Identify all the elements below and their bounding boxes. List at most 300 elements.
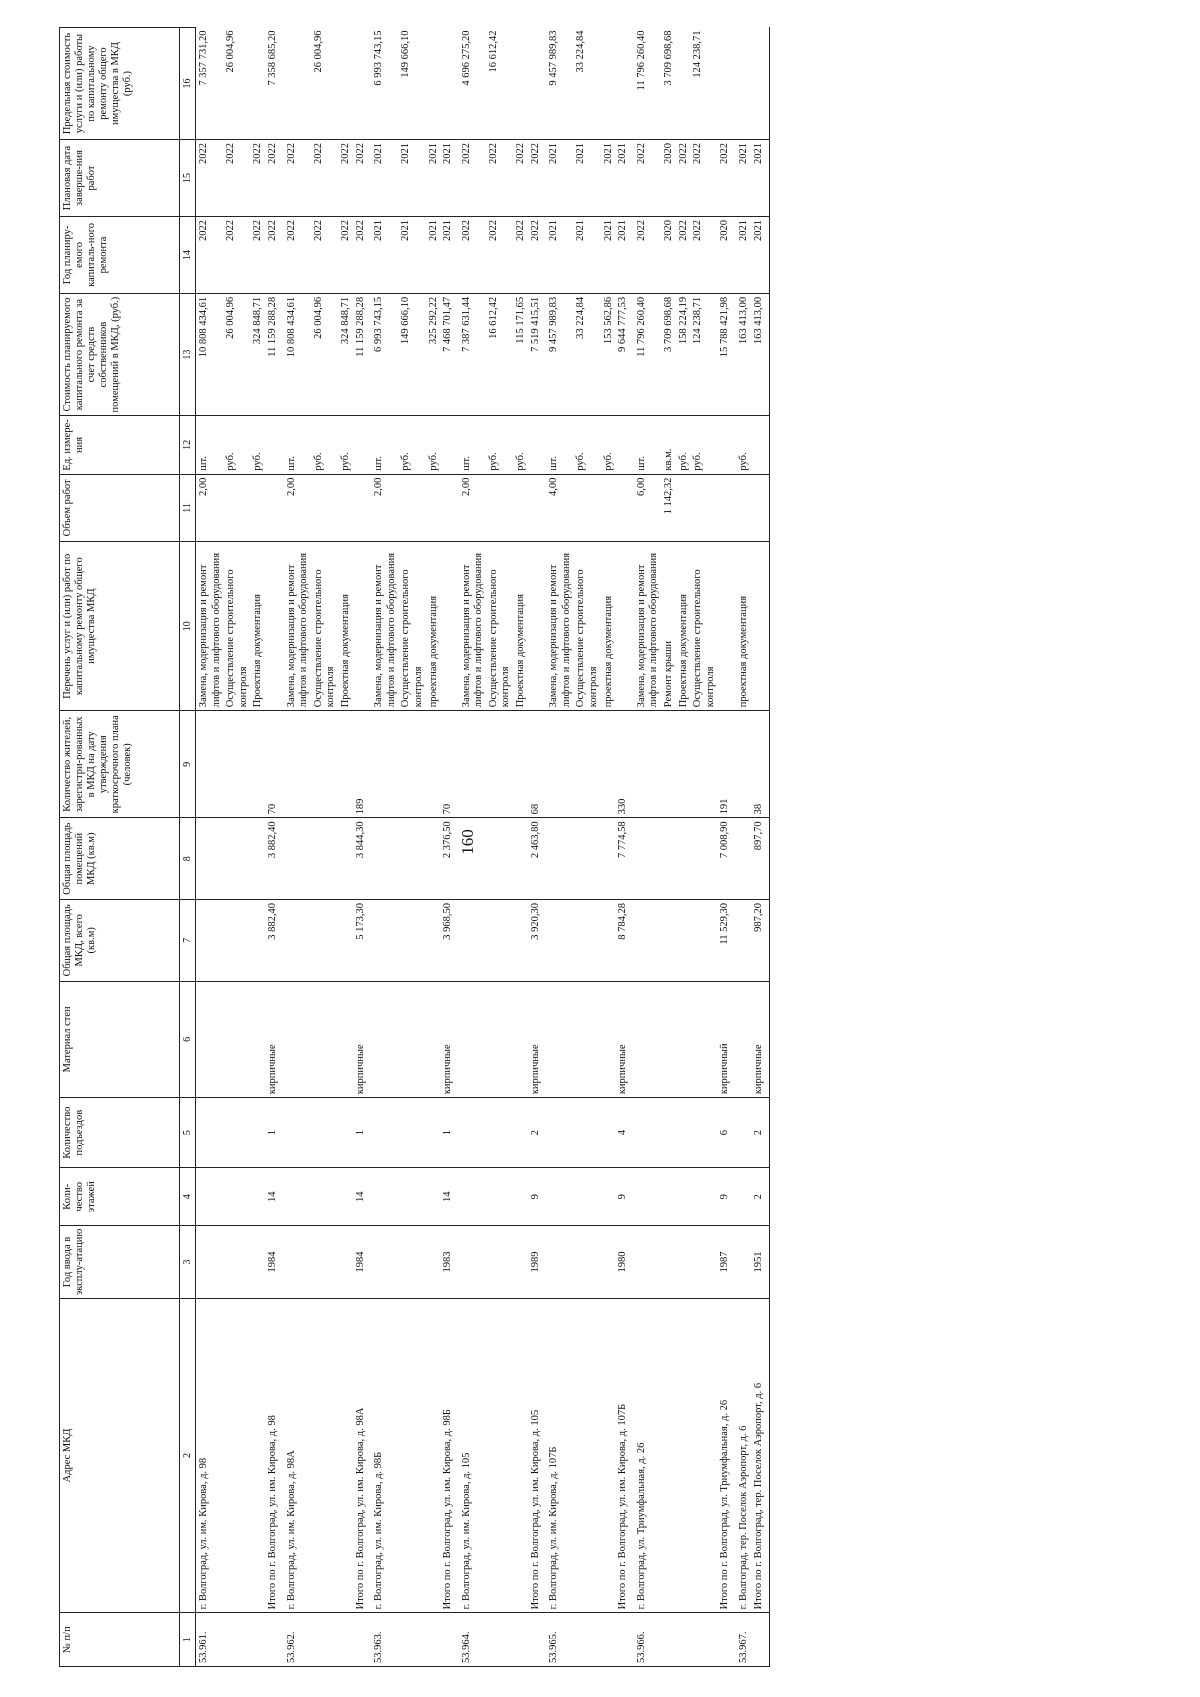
table-bottom-cell: [770, 1613, 771, 1667]
column-number: 4: [180, 1168, 196, 1226]
max-cost-cell: 6 993 743,15: [371, 28, 399, 140]
unit-cell: руб.: [691, 416, 718, 474]
header-cell: Перечень услуг и (или) работ по капитальному ремонту общего имущества МКД: [60, 542, 180, 711]
repair-year-cell: 2021: [574, 216, 601, 293]
work-type-cell: Ремонт крыши: [662, 542, 677, 711]
row-number: [718, 1613, 736, 1667]
work-type-cell: [441, 542, 459, 711]
work-type-cell: Замена, модернизация и ремонт лифтов и лифтового оборудования: [546, 542, 574, 711]
residents-cell: [602, 711, 617, 818]
table-row: [677, 28, 692, 1667]
total-area-cell: 8 784,28: [616, 900, 634, 982]
premises-area-cell: [574, 818, 601, 900]
total-area-cell: [284, 900, 312, 982]
total-area-cell: [602, 900, 617, 982]
entrances-cell: [251, 1098, 266, 1168]
year-built-cell: [196, 1226, 225, 1298]
cost-cell: 26 004,96: [312, 293, 339, 415]
table-row: [546, 28, 574, 1667]
unit-cell: руб.: [574, 416, 601, 474]
table-bottom-cell: [770, 1168, 771, 1226]
work-volume-cell: [677, 474, 692, 542]
address-cell: [399, 1298, 426, 1613]
year-built-cell: 1983: [441, 1226, 459, 1298]
work-type-cell: Замена, модернизация и ремонт лифтов и лифтового оборудования: [284, 542, 312, 711]
wall-material-cell: [339, 981, 354, 1098]
address-cell: г. Волгоград, ул. им. Кирова, д. 98Б: [371, 1298, 399, 1613]
completion-date-cell: 2021: [752, 140, 770, 217]
max-cost-cell: 26 004,96: [312, 28, 339, 140]
premises-area-cell: [662, 818, 677, 900]
floors-cell: [284, 1168, 312, 1226]
completion-date-cell: 2022: [284, 140, 312, 217]
table-bottom-cell: [770, 542, 771, 711]
premises-area-cell: [487, 818, 514, 900]
row-number: 53.964.: [459, 1613, 487, 1667]
work-type-cell: Проектная документация: [339, 542, 354, 711]
floors-cell: 9: [718, 1168, 736, 1226]
row-number: [251, 1613, 266, 1667]
address-cell: [224, 1298, 251, 1613]
wall-material-cell: [487, 981, 514, 1098]
work-type-cell: Проектная документация: [514, 542, 529, 711]
completion-date-cell: 2022: [514, 140, 529, 217]
address-cell: Итого по г. Волгоград, ул. им. Кирова, д. 98Б: [441, 1298, 459, 1613]
wall-material-cell: [546, 981, 574, 1098]
repair-year-cell: 2022: [354, 216, 372, 293]
residents-cell: [399, 711, 426, 818]
unit-cell: шт.: [634, 416, 662, 474]
work-volume-cell: 2,00: [284, 474, 312, 542]
work-type-cell: [266, 542, 284, 711]
table-row: [662, 28, 677, 1667]
table-row: [602, 28, 617, 1667]
cost-cell: 7 387 631,44: [459, 293, 487, 415]
premises-area-cell: [427, 818, 442, 900]
header-cell: Количество жителей, зарегистри-рованных в МКД на дату утверждения краткосрочного плана (человек): [60, 711, 180, 818]
column-number: 15: [180, 140, 196, 217]
floors-cell: [546, 1168, 574, 1226]
table-bottom-cell: [770, 416, 771, 474]
repair-year-cell: 2021: [399, 216, 426, 293]
repair-year-cell: 2022: [196, 216, 225, 293]
total-area-cell: [736, 900, 752, 982]
table-row: [427, 28, 442, 1667]
cost-cell: 15 788 421,98: [718, 293, 736, 415]
residents-cell: 38: [752, 711, 770, 818]
wall-material-cell: [691, 981, 718, 1098]
total-row: [752, 28, 770, 1667]
column-number: 5: [180, 1098, 196, 1168]
wall-material-cell: [399, 981, 426, 1098]
max-cost-cell: 7 358 685,20: [266, 28, 284, 140]
premises-area-cell: 3 882,40: [266, 818, 284, 900]
year-built-cell: [427, 1226, 442, 1298]
max-cost-cell: [602, 28, 617, 140]
year-built-cell: 1989: [529, 1226, 547, 1298]
table-row: [514, 28, 529, 1667]
unit-cell: руб.: [251, 416, 266, 474]
unit-cell: [529, 416, 547, 474]
total-row: [441, 28, 459, 1667]
column-number: 12: [180, 416, 196, 474]
repair-year-cell: 2022: [312, 216, 339, 293]
work-type-cell: [616, 542, 634, 711]
max-cost-cell: 124 238,71: [691, 28, 718, 140]
address-cell: Итого по г. Волгоград, ул. им. Кирова, д. 107Б: [616, 1298, 634, 1613]
table-row: [736, 28, 752, 1667]
table-bottom-cell: [770, 140, 771, 217]
total-area-cell: [251, 900, 266, 982]
year-built-cell: 1987: [718, 1226, 736, 1298]
year-built-cell: [399, 1226, 426, 1298]
address-cell: г. Волгоград, ул. им. Кирова, д. 98А: [284, 1298, 312, 1613]
total-area-cell: [662, 900, 677, 982]
total-area-cell: [224, 900, 251, 982]
total-area-cell: [399, 900, 426, 982]
residents-cell: [224, 711, 251, 818]
total-row: [354, 28, 372, 1667]
address-cell: Итого по г. Волгоград, ул. им. Кирова, д. 105: [529, 1298, 547, 1613]
max-cost-cell: [529, 28, 547, 140]
max-cost-cell: 26 004,96: [224, 28, 251, 140]
work-type-cell: Замена, модернизация и ремонт лифтов и лифтового оборудования: [459, 542, 487, 711]
total-area-cell: 11 529,30: [718, 900, 736, 982]
header-cell: Коли-чество этажей: [60, 1168, 180, 1226]
premises-area-cell: [634, 818, 662, 900]
unit-cell: шт.: [459, 416, 487, 474]
work-volume-cell: [718, 474, 736, 542]
floors-cell: [736, 1168, 752, 1226]
residents-cell: [487, 711, 514, 818]
column-number: 7: [180, 900, 196, 982]
completion-date-cell: 2022: [634, 140, 662, 217]
work-type-cell: Осуществление строительного контроля: [224, 542, 251, 711]
work-type-cell: Замена, модернизация и ремонт лифтов и лифтового оборудования: [196, 542, 225, 711]
row-number: [224, 1613, 251, 1667]
floors-cell: [514, 1168, 529, 1226]
max-cost-cell: [752, 28, 770, 140]
repair-year-cell: 2020: [718, 216, 736, 293]
unit-cell: [718, 416, 736, 474]
floors-cell: 2: [752, 1168, 770, 1226]
max-cost-cell: [736, 28, 752, 140]
repair-year-cell: 2022: [459, 216, 487, 293]
work-volume-cell: [487, 474, 514, 542]
row-number: [574, 1613, 601, 1667]
year-built-cell: [371, 1226, 399, 1298]
cost-cell: 10 808 434,61: [196, 293, 225, 415]
work-volume-cell: 4,00: [546, 474, 574, 542]
repair-year-cell: 2022: [487, 216, 514, 293]
premises-area-cell: [251, 818, 266, 900]
max-cost-cell: 7 357 731,20: [196, 28, 225, 140]
entrances-cell: 1: [441, 1098, 459, 1168]
total-area-cell: 3 882,40: [266, 900, 284, 982]
header-cell: Объем работ: [60, 474, 180, 542]
completion-date-cell: 2022: [339, 140, 354, 217]
entrances-cell: [546, 1098, 574, 1168]
year-built-cell: [514, 1226, 529, 1298]
header-cell: Общая площадь помещений МКД (кв.м): [60, 818, 180, 900]
residents-cell: [514, 711, 529, 818]
address-cell: г. Волгоград, ул. им. Кирова, д. 98: [196, 1298, 225, 1613]
row-number: [399, 1613, 426, 1667]
completion-date-cell: 2021: [736, 140, 752, 217]
residents-cell: [634, 711, 662, 818]
column-number: 10: [180, 542, 196, 711]
premises-area-cell: [602, 818, 617, 900]
completion-date-cell: 2021: [427, 140, 442, 217]
floors-cell: [602, 1168, 617, 1226]
completion-date-cell: 2022: [487, 140, 514, 217]
total-area-cell: 5 173,30: [354, 900, 372, 982]
year-built-cell: [691, 1226, 718, 1298]
entrances-cell: 1: [354, 1098, 372, 1168]
total-area-cell: [691, 900, 718, 982]
entrances-cell: [487, 1098, 514, 1168]
repair-year-cell: 2022: [284, 216, 312, 293]
table-row: [459, 28, 487, 1667]
unit-cell: руб.: [224, 416, 251, 474]
completion-date-cell: 2021: [399, 140, 426, 217]
entrances-cell: [634, 1098, 662, 1168]
premises-area-cell: [312, 818, 339, 900]
residents-cell: [574, 711, 601, 818]
table-row: [371, 28, 399, 1667]
unit-cell: шт.: [284, 416, 312, 474]
floors-cell: 9: [529, 1168, 547, 1226]
year-built-cell: [224, 1226, 251, 1298]
work-type-cell: Осуществление строительного контроля: [399, 542, 426, 711]
table-bottom-cell: [770, 28, 771, 140]
repair-year-cell: 2022: [266, 216, 284, 293]
max-cost-cell: [677, 28, 692, 140]
address-cell: г. Волгоград, тер. Поселок Аэропорт, д. 6: [736, 1298, 752, 1613]
premises-area-cell: [284, 818, 312, 900]
header-cell: Плановая дата заверше-ния работ: [60, 140, 180, 217]
total-row: [616, 28, 634, 1667]
cost-cell: 7 519 415,51: [529, 293, 547, 415]
floors-cell: [634, 1168, 662, 1226]
entrances-cell: [691, 1098, 718, 1168]
max-cost-cell: [251, 28, 266, 140]
wall-material-cell: [677, 981, 692, 1098]
year-built-cell: [251, 1226, 266, 1298]
row-number: 53.962.: [284, 1613, 312, 1667]
table-row: [284, 28, 312, 1667]
address-cell: [339, 1298, 354, 1613]
row-number: 53.961.: [196, 1613, 225, 1667]
residents-cell: [339, 711, 354, 818]
floors-cell: [224, 1168, 251, 1226]
entrances-cell: [662, 1098, 677, 1168]
cost-cell: 9 457 989,83: [546, 293, 574, 415]
unit-cell: шт.: [196, 416, 225, 474]
repair-year-cell: 2021: [371, 216, 399, 293]
wall-material-cell: [371, 981, 399, 1098]
premises-area-cell: [736, 818, 752, 900]
address-cell: [514, 1298, 529, 1613]
residents-cell: 70: [266, 711, 284, 818]
repair-year-cell: 2022: [251, 216, 266, 293]
table-bottom-cell: [770, 1098, 771, 1168]
repair-year-cell: 2022: [514, 216, 529, 293]
table-row: [224, 28, 251, 1667]
wall-material-cell: кирпичный: [718, 981, 736, 1098]
row-number: 53.966.: [634, 1613, 662, 1667]
cost-cell: 26 004,96: [224, 293, 251, 415]
entrances-cell: [574, 1098, 601, 1168]
total-area-cell: [427, 900, 442, 982]
unit-cell: руб.: [312, 416, 339, 474]
unit-cell: руб.: [602, 416, 617, 474]
total-area-cell: [574, 900, 601, 982]
unit-cell: шт.: [546, 416, 574, 474]
address-cell: [251, 1298, 266, 1613]
wall-material-cell: [514, 981, 529, 1098]
repair-year-cell: 2021: [441, 216, 459, 293]
table-row: [196, 28, 225, 1667]
floors-cell: [427, 1168, 442, 1226]
floors-cell: 14: [266, 1168, 284, 1226]
cost-cell: 324 848,71: [251, 293, 266, 415]
floors-cell: [691, 1168, 718, 1226]
work-volume-cell: [752, 474, 770, 542]
max-cost-cell: 149 666,10: [399, 28, 426, 140]
work-volume-cell: [514, 474, 529, 542]
max-cost-cell: [284, 28, 312, 140]
max-cost-cell: 33 224,84: [574, 28, 601, 140]
unit-cell: руб.: [339, 416, 354, 474]
premises-area-cell: 7 008,90: [718, 818, 736, 900]
header-cell: Общая площадь МКД, всего (кв.м): [60, 900, 180, 982]
year-built-cell: [662, 1226, 677, 1298]
year-built-cell: [574, 1226, 601, 1298]
total-row: [266, 28, 284, 1667]
header-cell: Ед. измере-ния: [60, 416, 180, 474]
repair-year-cell: 2021: [752, 216, 770, 293]
work-type-cell: проектная документация: [736, 542, 752, 711]
entrances-cell: 4: [616, 1098, 634, 1168]
table-bottom-cell: [770, 711, 771, 818]
entrances-cell: [399, 1098, 426, 1168]
residents-cell: [284, 711, 312, 818]
table-row: [634, 28, 662, 1667]
year-built-cell: 1984: [354, 1226, 372, 1298]
unit-cell: [441, 416, 459, 474]
address-cell: Итого по г. Волгоград, тер. Поселок Аэропорт, д. 6: [752, 1298, 770, 1613]
completion-date-cell: 2021: [441, 140, 459, 217]
entrances-cell: [677, 1098, 692, 1168]
residents-cell: [546, 711, 574, 818]
work-volume-cell: [602, 474, 617, 542]
table-row: [574, 28, 601, 1667]
completion-date-cell: 2022: [459, 140, 487, 217]
entrances-cell: 2: [752, 1098, 770, 1168]
completion-date-cell: 2022: [718, 140, 736, 217]
premises-area-cell: 897,70: [752, 818, 770, 900]
total-area-cell: [312, 900, 339, 982]
residents-cell: [371, 711, 399, 818]
row-number: [312, 1613, 339, 1667]
work-volume-cell: [736, 474, 752, 542]
floors-cell: [459, 1168, 487, 1226]
wall-material-cell: кирпичные: [266, 981, 284, 1098]
column-number: 16: [180, 28, 196, 140]
completion-date-cell: 2021: [371, 140, 399, 217]
premises-area-cell: [399, 818, 426, 900]
repair-year-cell: 2022: [224, 216, 251, 293]
cost-cell: 153 562,86: [602, 293, 617, 415]
completion-date-cell: 2022: [251, 140, 266, 217]
cost-cell: 149 666,10: [399, 293, 426, 415]
max-cost-cell: 11 796 260,40: [634, 28, 662, 140]
unit-cell: [266, 416, 284, 474]
max-cost-cell: [718, 28, 736, 140]
repair-year-cell: 2022: [691, 216, 718, 293]
work-type-cell: проектная документация: [427, 542, 442, 711]
max-cost-cell: 16 612,42: [487, 28, 514, 140]
table-row: [339, 28, 354, 1667]
address-cell: [677, 1298, 692, 1613]
cost-cell: 6 993 743,15: [371, 293, 399, 415]
floors-cell: [251, 1168, 266, 1226]
row-number: [752, 1613, 770, 1667]
address-cell: [574, 1298, 601, 1613]
entrances-cell: [339, 1098, 354, 1168]
work-volume-cell: [224, 474, 251, 542]
work-type-cell: Осуществление строительного контроля: [487, 542, 514, 711]
entrances-cell: [427, 1098, 442, 1168]
completion-date-cell: 2022: [677, 140, 692, 217]
max-cost-cell: [514, 28, 529, 140]
premises-area-cell: [224, 818, 251, 900]
row-number: [662, 1613, 677, 1667]
year-built-cell: [284, 1226, 312, 1298]
wall-material-cell: кирпичные: [529, 981, 547, 1098]
completion-date-cell: 2022: [224, 140, 251, 217]
work-volume-cell: [339, 474, 354, 542]
total-area-cell: 987,20: [752, 900, 770, 982]
row-number: [339, 1613, 354, 1667]
residents-cell: [736, 711, 752, 818]
work-volume-cell: 1 142,32: [662, 474, 677, 542]
total-area-cell: [196, 900, 225, 982]
premises-area-cell: [339, 818, 354, 900]
cost-cell: 7 468 701,47: [441, 293, 459, 415]
completion-date-cell: 2022: [312, 140, 339, 217]
row-number: [602, 1613, 617, 1667]
year-built-cell: [312, 1226, 339, 1298]
table-row: [691, 28, 718, 1667]
unit-cell: руб.: [736, 416, 752, 474]
table-body: [196, 28, 771, 1667]
address-cell: [487, 1298, 514, 1613]
floors-cell: 9: [616, 1168, 634, 1226]
row-number: [616, 1613, 634, 1667]
page-number: 160: [458, 829, 477, 855]
table-bottom-cell: [770, 981, 771, 1098]
cost-cell: 163 413,00: [736, 293, 752, 415]
address-cell: [602, 1298, 617, 1613]
completion-date-cell: 2022: [529, 140, 547, 217]
work-volume-cell: [427, 474, 442, 542]
repair-year-cell: 2020: [662, 216, 677, 293]
residents-cell: [677, 711, 692, 818]
work-volume-cell: 2,00: [371, 474, 399, 542]
entrances-cell: 1: [266, 1098, 284, 1168]
